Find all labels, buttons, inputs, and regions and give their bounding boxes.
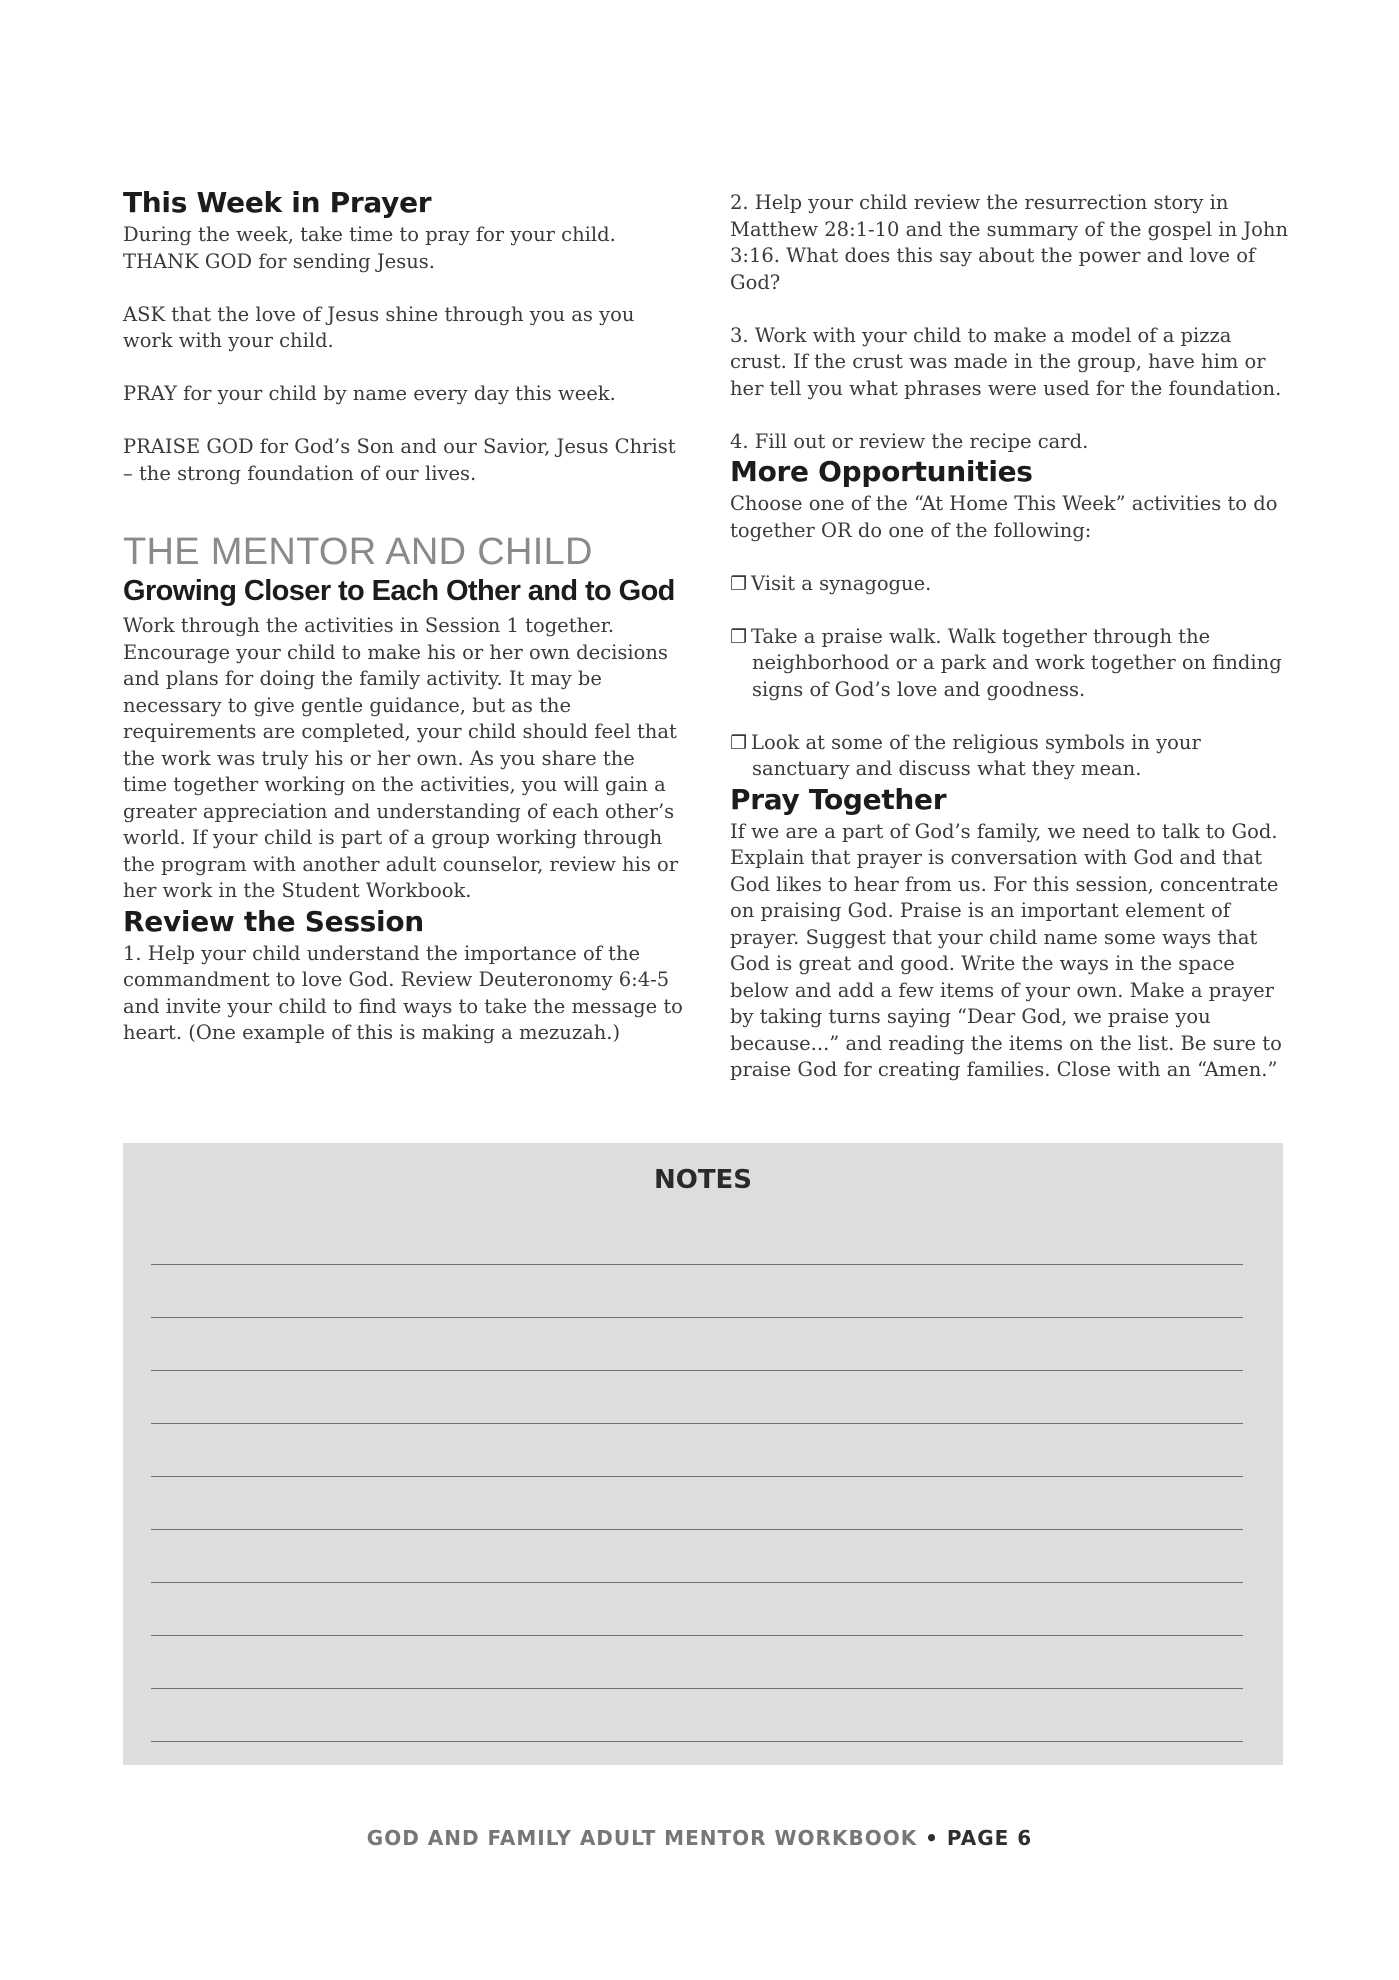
option-symbols <box>730 730 1290 783</box>
checkbox-icon[interactable]: ❐ <box>730 572 748 595</box>
checkbox-icon[interactable]: ❐ <box>730 731 748 754</box>
pray-together-body: If we are a part of God’s family, we need to talk to God. Explain that prayer is conversation with God and that God likes to hear from us. For this session, concentrate on praising God. Praise is an important element of prayer. Suggest that your child name some ways that God is great and good. Write the ways in the space below and add a few items of your own. Make a prayer by taking turns saying “Dear God, we praise you because...” and reading the items on the list. Be sure to praise God for creating families. Close with an “Amen.” <box>730 819 1282 1081</box>
prayer-pray: PRAY for your child by name every day this week. <box>123 382 616 405</box>
prayer-intro: During the week, take time to pray for your child. <box>123 223 616 246</box>
opportunities-heading: More Opportunities <box>730 455 1033 488</box>
prayer-heading: This Week in Prayer <box>123 186 432 219</box>
note-line[interactable] <box>151 1476 1243 1477</box>
prayer-thank: THANK GOD for sending Jesus. <box>123 249 435 273</box>
footer-page-number: PAGE 6 <box>946 1826 1033 1850</box>
note-line[interactable] <box>151 1688 1243 1689</box>
review-item-2: 2. Help your child review the resurrection story in Matthew 28:1-10 and the summary of the gospel in John 3:16. What does this say about the power and love of God? <box>730 191 1288 294</box>
option-label: Look at some of the religious symbols in your sanctuary and discuss what they mean. <box>751 730 1201 780</box>
checkbox-icon[interactable]: ❐ <box>730 625 748 648</box>
footer-separator: • <box>917 1826 947 1850</box>
right-column <box>730 190 1290 1084</box>
note-line[interactable] <box>151 1370 1243 1371</box>
option-label: Visit a synagogue. <box>751 571 932 595</box>
prayer-ask: ASK that the love of Jesus shine through you as you work with your child. <box>123 302 635 352</box>
review-item-1: 1. Help your child understand the importance of the commandment to love God. Review Deuteronomy 6:4-5 and invite your child to find ways to take the message to heart. (One example of this is making a mezuzah.) <box>123 941 683 1044</box>
option-label: Take a praise walk. Walk together through the neighborhood or a park and work together on finding signs of God’s love and goodness. <box>751 624 1282 701</box>
review-item-3: 3. Work with your child to make a model of a pizza crust. If the crust was made in the group, have him or her tell you what phrases were used for the foundation. <box>730 323 1282 400</box>
prayer-praise: PRAISE GOD for God’s Son and our Savior, Jesus Christ – the strong foundation of our lives. <box>123 435 676 485</box>
footer-book-title: GOD AND FAMILY ADULT MENTOR WORKBOOK <box>366 1826 918 1850</box>
mentor-section-title: THE MENTOR AND CHILD <box>123 531 593 573</box>
option-synagogue <box>730 571 1290 598</box>
note-line[interactable] <box>151 1529 1243 1530</box>
option-praise-walk <box>730 624 1290 704</box>
mentor-subtitle: Growing Closer to Each Other and to God <box>123 575 675 607</box>
notes-box <box>123 1143 1283 1765</box>
page-footer <box>0 1826 1399 1850</box>
note-line[interactable] <box>151 1741 1243 1742</box>
left-column <box>123 186 683 1047</box>
note-line[interactable] <box>151 1635 1243 1636</box>
note-line[interactable] <box>151 1264 1243 1265</box>
pray-together-heading: Pray Together <box>730 782 947 816</box>
note-line[interactable] <box>151 1423 1243 1424</box>
opportunities-intro: Choose one of the “At Home This Week” activities to do together OR do one of the following: <box>730 492 1278 542</box>
notes-title: NOTES <box>653 1165 753 1195</box>
note-line[interactable] <box>151 1317 1243 1318</box>
mentor-body: Work through the activities in Session 1 together. Encourage your child to make his or her own decisions and plans for doing the family activity. It may be necessary to give gentle guidance, but as the requirements are completed, your child should feel that the work was truly his or her own. As you share the time together working on the activities, you will gain a greater appreciation and understanding of each other’s world. If your child is part of a group working through the program with another adult counselor, review his or her work in the Student Workbook. <box>123 614 679 902</box>
review-heading: Review the Session <box>123 904 424 938</box>
note-line[interactable] <box>151 1582 1243 1583</box>
review-item-4: 4. Fill out or review the recipe card. <box>730 429 1089 453</box>
